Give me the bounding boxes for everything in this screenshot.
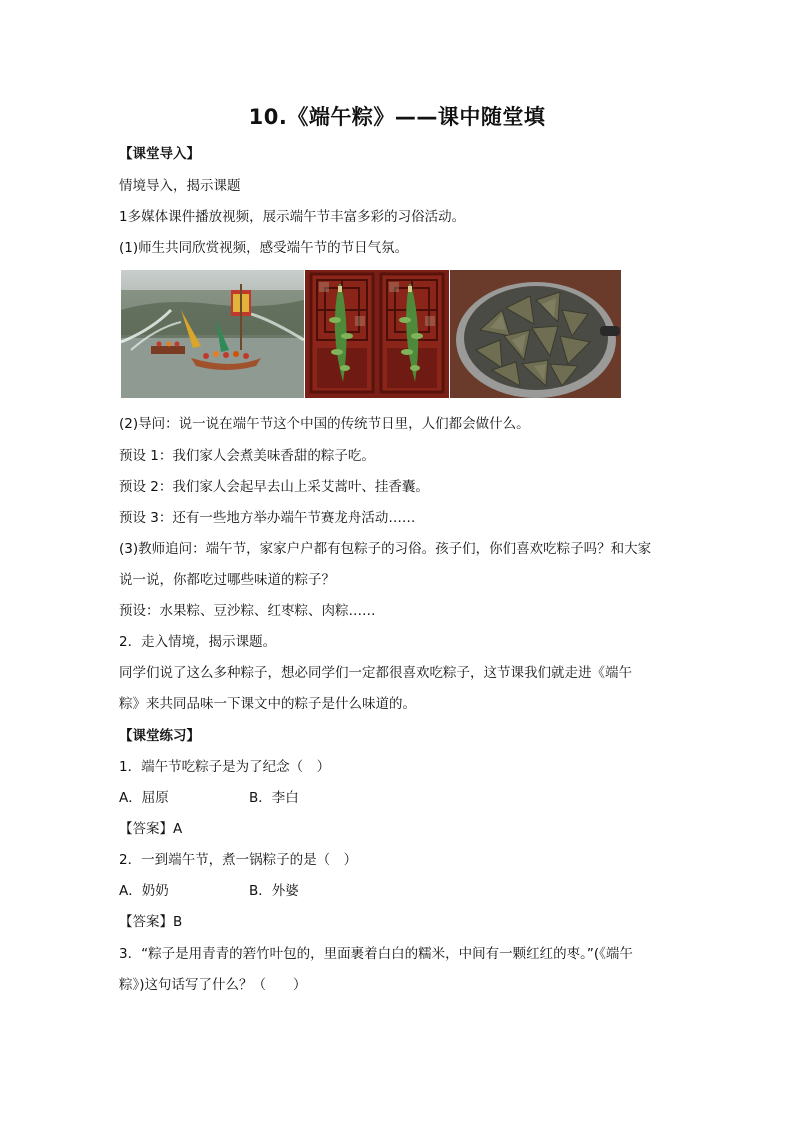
question-2-option-a: A．奶奶 (119, 883, 169, 899)
question-1-option-a: A．屈原 (119, 790, 169, 806)
intro-step-2-text-line-1: 同学们说了这么多种粽子，想必同学们一定都很喜欢吃粽子，这节课我们就走进《端午 (119, 665, 632, 681)
question-3-line-1: 3．“粽子是用青青的箬竹叶包的，里面裹着白白的糯米，中间有一颗红红的枣。”(《端午 (119, 946, 633, 962)
preset-3: 预设 3：还有一些地方举办端午节赛龙舟活动…… (119, 510, 416, 526)
intro-step-2: 2．走入情境，揭示课题。 (119, 634, 277, 650)
page-title: 10.《端午粽》——课中随堂填 (248, 105, 546, 129)
zongzi-pot-photo (450, 270, 621, 398)
question-2-option-b: B．外婆 (249, 883, 299, 899)
section-heading-intro: 【课堂导入】 (119, 146, 200, 162)
question-1-option-b: B．李白 (249, 790, 299, 806)
mugwort-door-photo (305, 270, 449, 398)
intro-step-1: 1多媒体课件播放视频，展示端午节丰富多彩的习俗活动。 (119, 209, 466, 225)
preset-2: 预设 2：我们家人会起早去山上采艾蒿叶、挂香囊。 (119, 479, 429, 495)
question-2-answer: 【答案】B (119, 914, 183, 930)
section-heading-practice: 【课堂练习】 (119, 728, 200, 744)
question-1: 1．端午节吃粽子是为了纪念（ ） (119, 759, 331, 775)
intro-subheading: 情境导入，揭示课题 (119, 178, 241, 194)
dragon-boat-photo (121, 270, 304, 398)
intro-step-1-3-line-2: 说一说，你都吃过哪些味道的粽子？ (119, 572, 335, 588)
intro-step-1-2: (2)导问：说一说在端午节这个中国的传统节日里，人们都会做什么。 (119, 416, 530, 432)
question-3-line-2: 粽》)这句话写了什么？（ ） (119, 977, 307, 993)
intro-step-1-1: (1)师生共同欣赏视频，感受端午节的节日气氛。 (119, 240, 409, 256)
question-1-options (119, 788, 679, 808)
intro-step-1-3-line-1: (3)教师追问：端午节，家家户户都有包粽子的习俗。孩子们，你们喜欢吃粽子吗？和大家 (119, 541, 652, 557)
question-2-options (119, 881, 679, 901)
preset-1: 预设 1：我们家人会煮美味香甜的粽子吃。 (119, 448, 375, 464)
intro-step-2-text-line-2: 粽》来共同品味一下课文中的粽子是什么味道的。 (119, 696, 416, 712)
question-2: 2．一到端午节，煮一锅粽子的是（ ） (119, 852, 358, 868)
preset-4: 预设：水果粽、豆沙粽、红枣粽、肉粽…… (119, 603, 376, 619)
question-1-answer: 【答案】A (119, 821, 183, 837)
